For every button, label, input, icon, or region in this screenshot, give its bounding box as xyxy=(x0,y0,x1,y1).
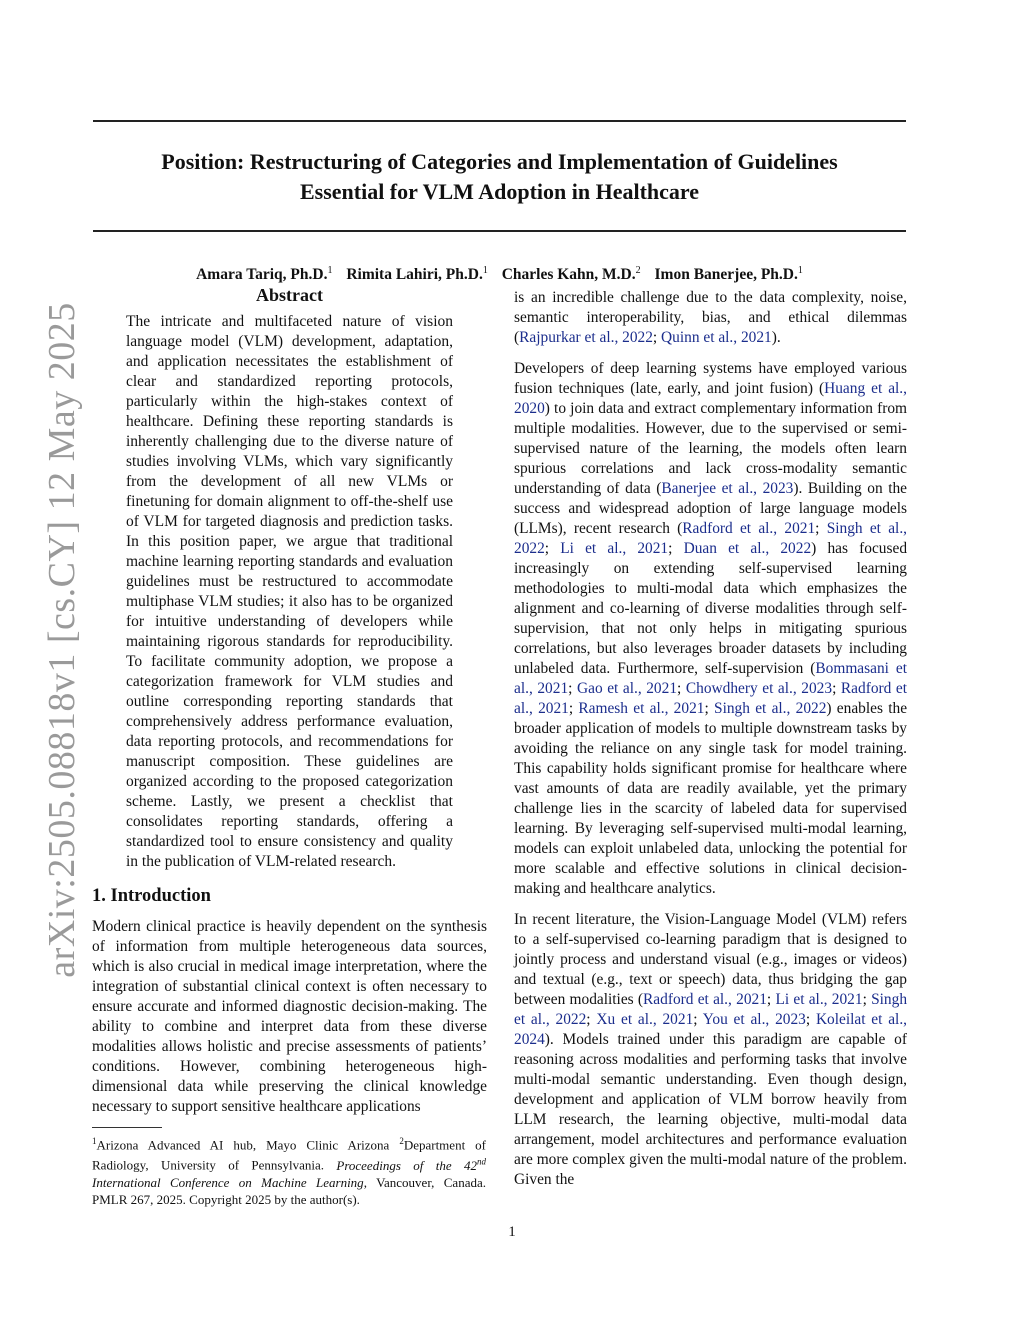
citation-link[interactable]: Xu et al., 2021 xyxy=(596,1011,694,1028)
author-1: Amara Tariq, Ph.D.$^1$ xyxy=(196,265,333,283)
citation-link[interactable]: Radford et al., 2021 xyxy=(682,520,816,537)
bottom-title-rule xyxy=(93,230,906,232)
citation-link[interactable]: Radford et al., 2021 xyxy=(643,991,767,1008)
citation-link[interactable]: Bommasani et al., 2021 xyxy=(514,660,907,697)
citation-link[interactable]: Singh et al., 2022 xyxy=(514,520,908,557)
abstract-text: The intricate and multifaceted nature of vision language model (VLM) development, adaptation, and application necessitates the establishment of clear and standardized reporting protocols, particularly within the high-stakes context of healthcare. Defining these reporting standards is inherently challenging due to the diverse nature of studies involving VLMs, which vary significantly from the development of all new VLMs or finetuning for domain alignment to off-the-shelf use of VLM for targeted diagnosis and prediction tasks. In this position paper, we argue that traditional machine learning reporting standards and evaluation guidelines must be restructured to accommodate multiphase VLM studies; it also has to be organized for intuitive understanding of developers while maintaining rigorous standards for reproducibility. To facilitate community adoption, we propose a categorization framework for VLM studies and outline corresponding reporting standards that comprehensively address performance evaluation, data reporting protocols, and recommendations for manuscript composition. These guidelines are organized according to the proposed categorization scheme. Lastly, we present a checklist that consolidates reporting standards, offering a standardized tool to ensure consistency and quality in the publication of VLM-related research. xyxy=(126,313,453,870)
author-4: Imon Banerjee, Ph.D.$^1$ xyxy=(654,265,803,283)
page-number: 1 xyxy=(508,1224,516,1240)
abstract-heading: Abstract xyxy=(256,285,323,305)
citation-link[interactable]: Ramesh et al., 2021 xyxy=(578,700,705,717)
citation-link[interactable]: Huang et al., 2020 xyxy=(514,380,908,417)
citation-link[interactable]: Duan et al., 2022 xyxy=(683,540,812,557)
right-column xyxy=(514,288,907,1201)
footnote: $^1$Arizona Advanced AI hub, Mayo Clinic Arizona $^2$Department of Radiology, University of Pennsylvania. Proceedings of the 42nd International Conference on Machine Learning, Vancouver, Canada. PMLR 267, 2025. Copyright 2025 by the author(s). xyxy=(92,1136,486,1207)
citation-link[interactable]: Gao et al., 2021 xyxy=(577,680,678,697)
left-column xyxy=(92,285,487,1128)
right-paragraph-fusion: Developers of deep learning systems have employed various fusion techniques (late, early, and joint fusion) (Huang et al., 2020) to join data and extract complementary information from multiple modalities. However, due to the supervised or semi-supervised nature of the learning, the models often learn spurious correlations and lack cross-modality semantic understanding of data (Banerjee et al., 2023). Building on the success and widespread adoption of large language models (LLMs), recent research (Radford et al., 2021; Singh et al., 2022; Li et al., 2021; Duan et al., 2022) has focused increasingly on extending self-supervised learning methodologies to multi-modal data which emphasizes the alignment and co-learning of diverse modalities through self-supervision, that not only helps in mitigating spurious correlations, but also leverages broader datasets by including unlabeled data. Furthermore, self-supervision (Bommasani et al., 2021; Gao et al., 2021; Chowdhery et al., 2023; Radford et al., 2021; Ramesh et al., 2021; Singh et al., 2022) enables the broader application of models to multiple downstream tasks by avoiding the reliance on any single task for model training. This capability holds significant promise for healthcare where vast amounts of data are readily available, yet the primary challenge lies in the scarcity of labeled data for supervised learning. By leveraging self-supervised multi-modal learning, models can exploit unlabeled data, unlocking the potential for more scalable and effective solutions in clinical decision-making and healthcare analytics. xyxy=(514,360,908,897)
author-3: Charles Kahn, M.D.$^2$ xyxy=(501,265,641,283)
citation-link[interactable]: Quinn et al., 2021 xyxy=(661,329,772,346)
footnote-rule xyxy=(92,1127,162,1128)
citation-link[interactable]: Rajpurkar et al., 2022 xyxy=(519,329,653,346)
citation-link[interactable]: Li et al., 2021 xyxy=(775,991,863,1008)
citation-link[interactable]: Radford et al., 2021 xyxy=(514,680,908,717)
citation-link[interactable]: Singh et al., 2022 xyxy=(714,700,827,717)
introduction-heading: 1. Introduction xyxy=(92,886,211,906)
arxiv-stamp: arXiv:2505.08818v1 [cs.CY] 12 May 2025 xyxy=(41,302,83,978)
title-line-1: Position: Restructuring of Categories and Implementation of Guidelines xyxy=(161,149,838,174)
paper-title xyxy=(93,147,906,207)
top-rule xyxy=(93,120,906,122)
author-list xyxy=(93,265,906,284)
title-line-2: Essential for VLM Adoption in Healthcare xyxy=(299,179,700,204)
citation-link[interactable]: Singh et al., 2022 xyxy=(514,991,908,1028)
right-paragraph-vlm: In recent literature, the Vision-Language Model (VLM) refers to a self-supervised co-learning paradigm that is designed to jointly process and understand visual (e.g., images or videos) and textual (e.g., text or speech) data, thus bridging the gap between modalities (Radford et al., 2021; Li et al., 2021; Singh et al., 2022; Xu et al., 2021; You et al., 2023; Koleilat et al., 2024). Models trained under this paradigm are capable of reasoning across modalities and performing tasks that involve multi-modal semantic understanding. Even though design, development and application of VLM borrow heavily from LLM research, the learning objective, multi-modal data arrangement, model architectures and performance evaluation are more complex given the multi-modal nature of the problem. Given the xyxy=(514,911,908,1188)
citation-link[interactable]: Chowdhery et al., 2023 xyxy=(685,680,833,697)
author-2: Rimita Lahiri, Ph.D.$^1$ xyxy=(346,265,488,283)
intro-paragraph-1: Modern clinical practice is heavily dependent on the synthesis of information from multiple heterogeneous data sources, which is also crucial in medical image interpretation, where the integration of substantial clinical context is often necessary to ensure accurate and informed diagnostic decision-making. The ability to combine and interpret data from these diverse modalities allows holistic and precise assessments of patients’ conditions. However, combining heterogeneous high-dimensional data while preserving the clinical knowledge necessary to support sensitive healthcare applications xyxy=(92,918,487,1115)
citation-link[interactable]: Koleilat et al., 2024 xyxy=(514,1011,908,1048)
citation-link[interactable]: Banerjee et al., 2023 xyxy=(661,480,794,497)
citation-link[interactable]: You et al., 2023 xyxy=(702,1011,806,1028)
right-paragraph-continuation: is an incredible challenge due to the data complexity, noise, semantic interoperability, bias, and ethical dilemmas (Rajpurkar et al., 2022; Quinn et al., 2021). xyxy=(514,289,907,346)
citation-link[interactable]: Li et al., 2021 xyxy=(560,540,669,557)
